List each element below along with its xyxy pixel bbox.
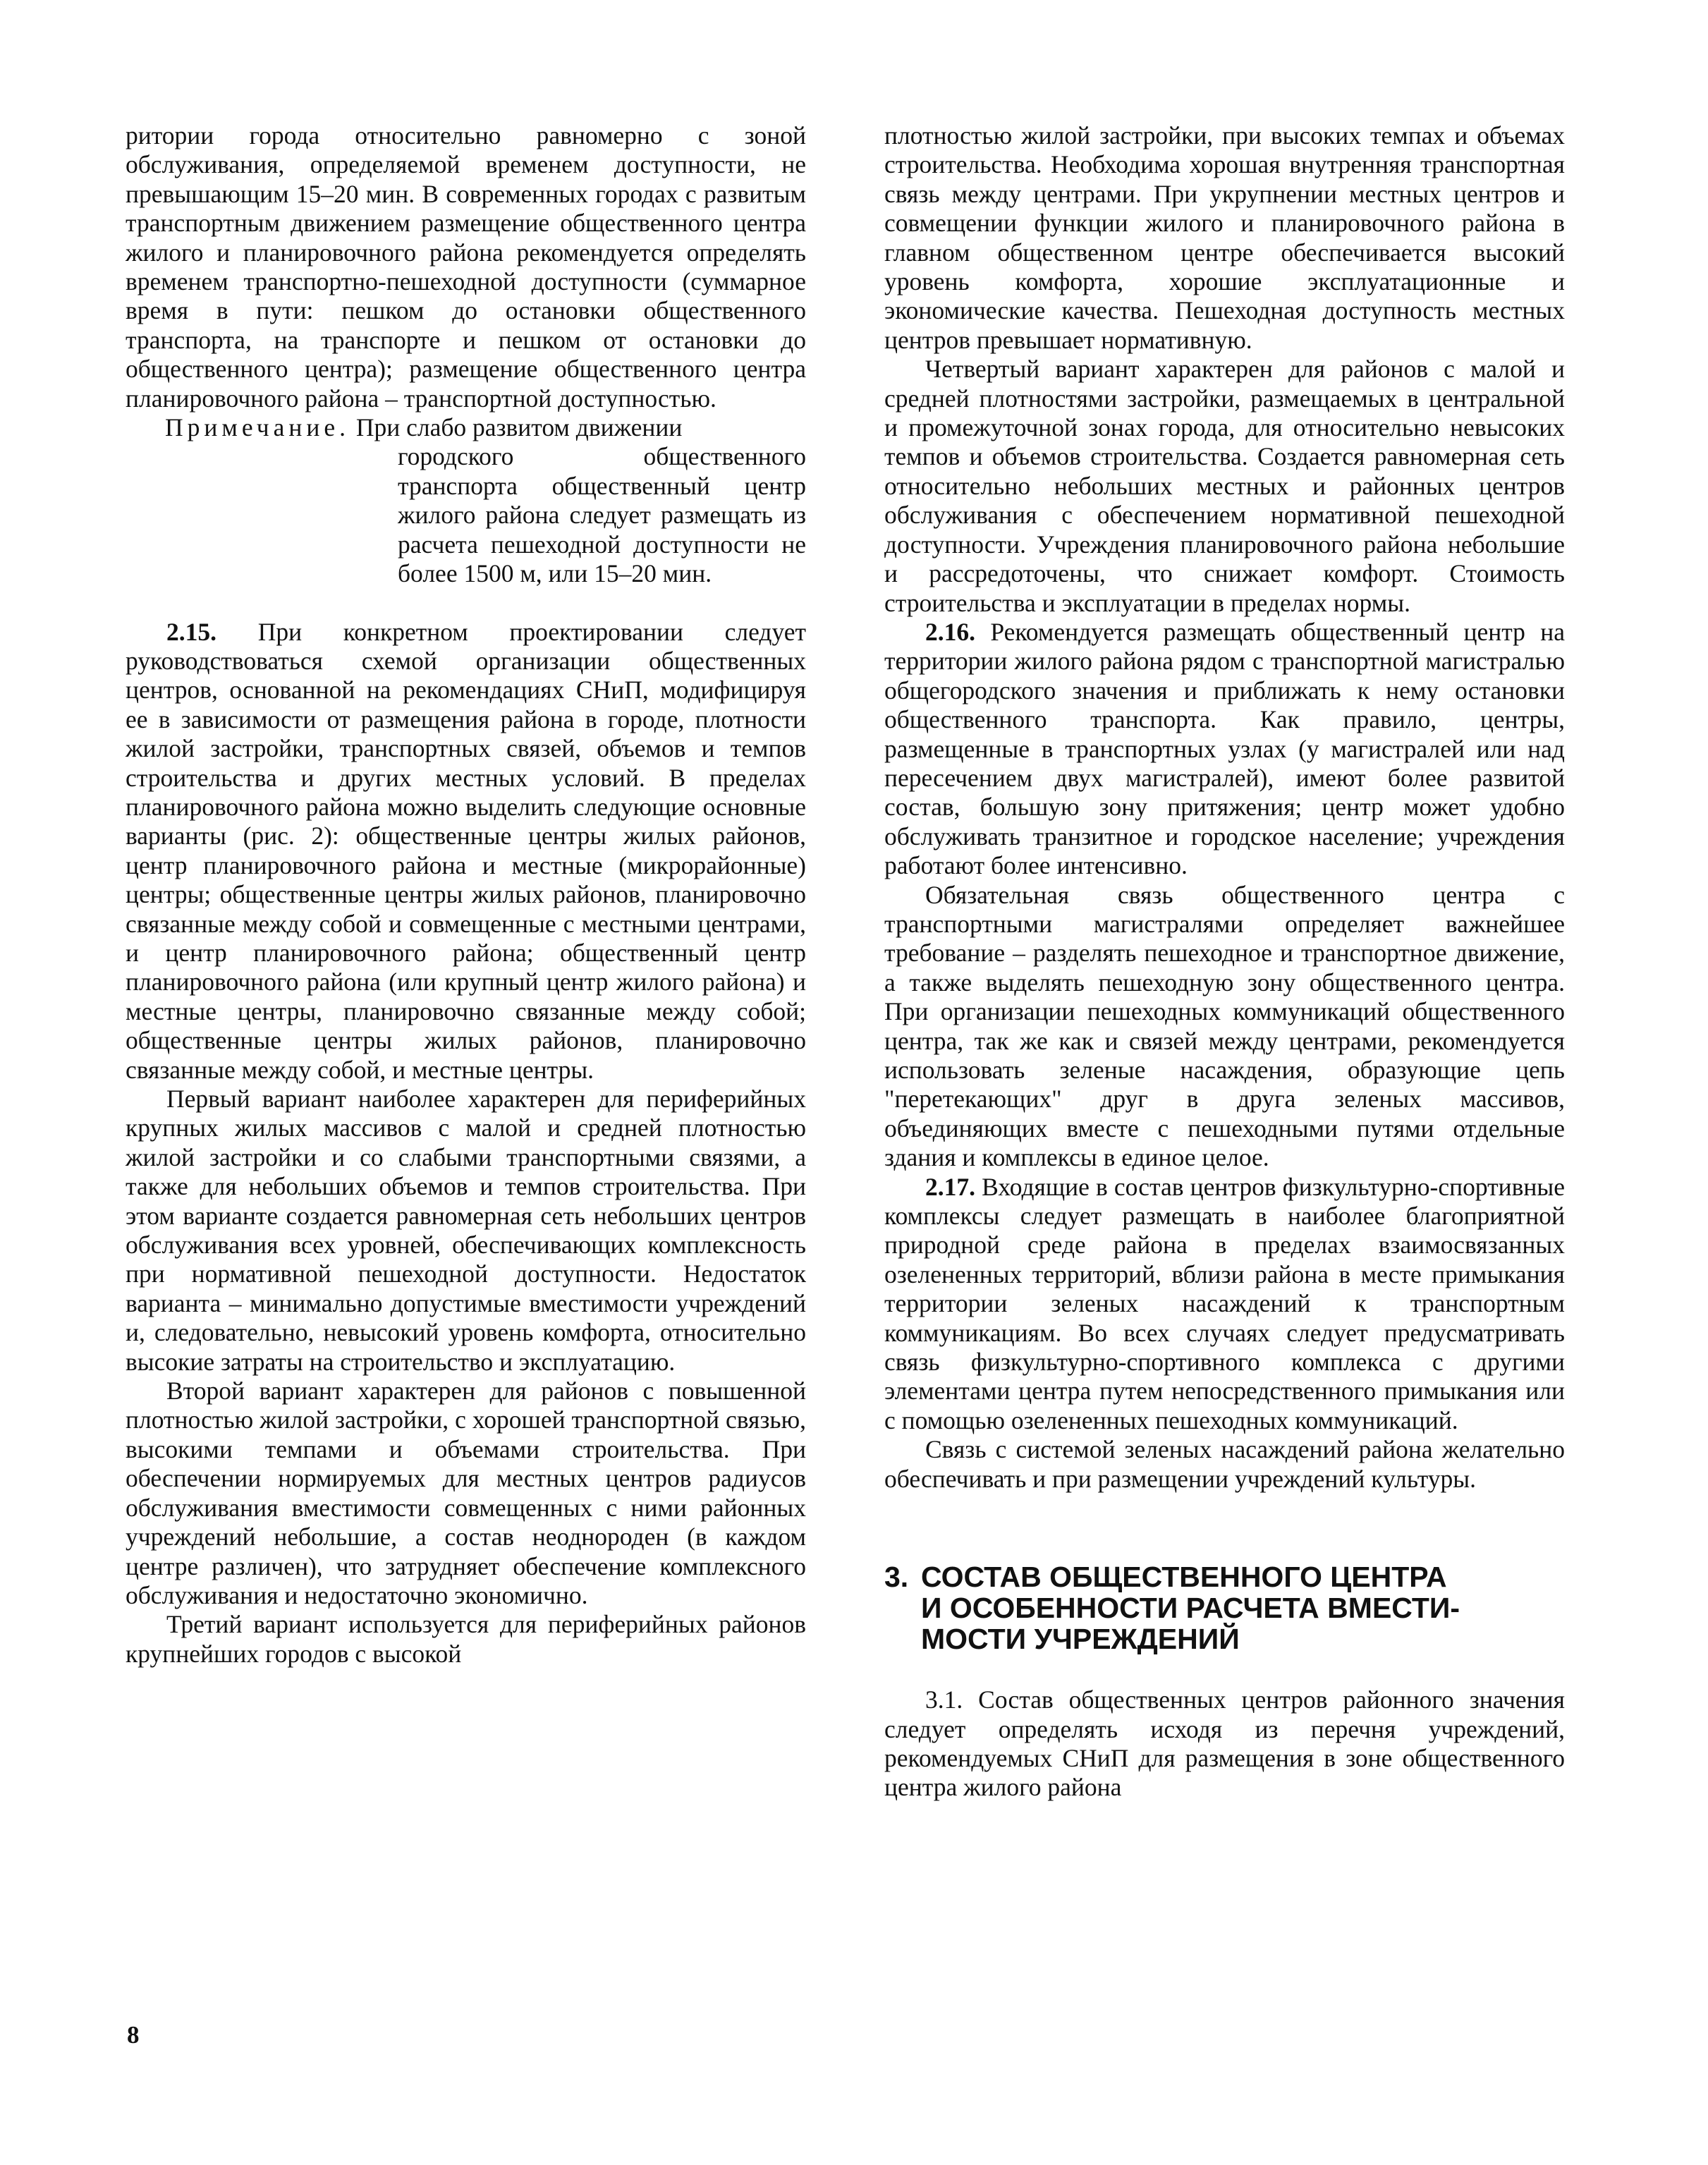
paragraph-first-variant: Первый вариант наиболее характерен для периферийных крупных жилых массивов с малой и средней плотностью жилой застройки и со слабыми транспортными связями, а также для небольших объемов и темпов строительства. При этом варианте создается равномерная сеть небольших центров обслуживания всех уровней, обеспечивающих комплексность при нормативной пешеходной доступности. Недостаток варианта – минимально допустимые вместимости учреждений и, следовательно, невысокий уровень комфорта, относительно высокие затраты на строительство и эксплуатацию. [126,1085,806,1376]
paragraph-2-16-text: Рекомендуется размещать общественный центр на территории жилого района рядом с транспортной магистралью общегородского значения и приближать к нему остановки общественного транспорта. Как правило, центры, размещенные в транспортных узлах (у магистралей или над пересечением двух магистралей), имеют более развитой состав, большую зону притяжения; центр может удобно обслуживать транзитное и городское население; учреждения работают более интенсивно. [884,617,1565,880]
note-first-text: При слабо развитом движении [355,413,683,442]
paragraph-green-link: Связь с системой зеленых насаждений района желательно обеспечивать и при размещении учреждений культуры. [884,1435,1565,1493]
left-column [126,121,806,1669]
paragraph-3-1 [884,1685,1565,1803]
section-title-line-3: МОСТИ УЧРЕЖДЕНИЙ [921,1623,1240,1656]
paragraph-2-17 [884,1173,1565,1436]
paragraph-second-variant: Второй вариант характерен для районов с повышенной плотностью жилой застройки, с хорошей транспортной связью, высокими темпами и объемами строительства. При обеспечении нормируемых для местных центров радиусов обслуживания вместимости совмещенных с ними районных учреждений небольшие, а состав неоднороден (в каждом центре различен), что затрудняет обеспечение комплексного обслуживания и недостаточно экономично. [126,1377,806,1609]
section-number: 3. [884,1561,909,1594]
page-number: 8 [127,2021,140,2049]
paragraph-continuation: ритории города относительно равномерно с зоной обслуживания, определяемой временем доступности, не превышающим 15–20 мин. В современных городах с развитым транспортным движением размещение общественного центра жилого и планировочного района рекомендуется определять временем транспортно-пешеходной доступности (суммарное время в пути: пешком до остановки общественного транспорта, на транспорте и пешком от остановки до общественного центра); размещение общественного центра планировочного района – транспортной доступностью. [126,121,806,413]
paragraph-2-15-text: При конкретном проектировании следует руководствоваться схемой организации общественных центров, основанной на рекомендациях СНиП, модифицируя ее в зависимости от размещения района в городе, плотности жилой застройки, транспортных связей, объемов и темпов строительства и других местных условий. В пределах планировочного района можно выделить следующие основные варианты (рис. 2): общественные центры жилых районов, центр планировочного района и местные (микрорайонные) центры; общественные центры жилых районов, планировочно связанные между собой и совмещенные с местными центрами, и центр планировочного района; общественный центр планировочного района (или крупный центр жилого района) и местные центры, планировочно связанные между собой; общественные центры жилых районов, планировочно связанные между собой, и местные центры. [126,617,807,1084]
clause-number-2-17: 2.17. [925,1172,975,1201]
clause-number-2-15: 2.15. [166,617,216,646]
paragraph-2-17-text: Входящие в состав центров физкультурно-спортивные комплексы следует размещать в наиболее благоприятной природной среде района в пределах взаимосвязанных озелененных территорий, вблизи района в месте примыкания территории зеленых насаждений к транспортным коммуникациям. Во всех случаях следует предусматривать связь физкультурно-спортивного комплекса с другими элементами центра путем непосредственного примыкания или с помощью озелененных пешеходных коммуникаций. [884,1172,1565,1434]
section-title-line-1: СОСТАВ ОБЩЕСТВЕННОГО ЦЕНТРА [921,1561,1447,1594]
paragraph-fourth-variant: Четвертый вариант характерен для районов с малой и средней плотностями застройки, размещаемых в центральной и промежуточной зонах города, для относительно невысоких темпов и объемов строительства. Создается равномерная сеть относительно небольших местных и районных центров обслуживания с обеспечением нормативной пешеходной доступности. Учреждения планировочного района небольшие и рассредоточены, что снижает комфорт. Стоимость строительства и эксплуатации в пределах нормы. [884,355,1565,617]
paragraph-third-variant: Третий вариант используется для периферийных районов крупнейших городов с высокой [126,1610,806,1668]
note-first-line [126,413,806,442]
section-heading-line-1 [884,1561,1565,1592]
paragraph-3-1-text: Состав общественных центров районного значения следует определять исходя из перечня учреждений, рекомендуемых СНиП для размещения в зоне общественного центра жилого района [884,1685,1566,1802]
note-body: городского общественного транспорта общественный центр жилого района следует размещать из расчета пешеходной доступности не более 1500 м, или 15–20 мин. [398,442,806,588]
paragraph-mandatory-link: Обязательная связь общественного центра с транспортными магистралями определяет важнейшее требование – разделять пешеходное и транспортное движение, а также выделять пешеходную зону общественного центра. При организации пешеходных коммуникаций общественного центра, так же как и связей между центрами, рекомендуется использовать зеленые насаждения, образующие цепь "перетекающих" друг в друга зеленых массивов, объединяющих вместе с пешеходными путями отдельные здания и комплексы в единое целое. [884,880,1565,1172]
paragraph-third-variant-continued: плотностью жилой застройки, при высоких темпах и объемах строительства. Необходима хорошая внутренняя транспортная связь между центрами. При укрупнении местных центров и совмещении функции жилого и планировочного района в главном общественном центре обеспечивается высокий уровень комфорта, хорошие эксплуатационные и экономические качества. Пешеходная доступность местных центров превышает нормативную. [884,121,1565,354]
note-block [126,413,806,588]
section-title-line-2: И ОСОБЕННОСТИ РАСЧЕТА ВМЕСТИ- [921,1592,1460,1625]
paragraph-2-16 [884,618,1565,881]
clause-number-3-1: 3.1. [925,1685,963,1714]
clause-number-2-16: 2.16. [925,617,975,646]
note-label: Примечание. [165,413,350,442]
paragraph-2-15 [126,618,806,1085]
right-column [884,121,1565,1803]
section-heading [884,1561,1565,1654]
